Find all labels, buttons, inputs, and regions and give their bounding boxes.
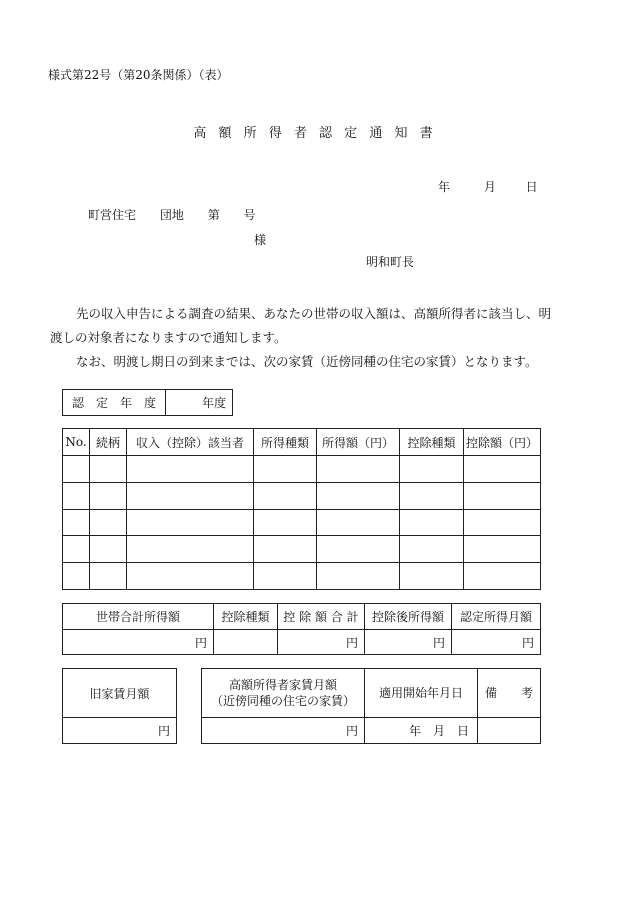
header-person: 収入（控除）該当者 (127, 429, 254, 456)
header-deduction-type: 控除種類 (400, 429, 464, 456)
note-header: 備 考 (478, 669, 541, 718)
issue-date (438, 178, 538, 195)
year-value: 年度 (166, 390, 233, 416)
table-cell (90, 563, 127, 590)
table-cell (400, 482, 464, 509)
table-cell (317, 509, 400, 536)
start-date-value: 年 月 日 (365, 718, 478, 744)
recipient-address (88, 206, 276, 223)
table-cell (464, 563, 541, 590)
high-income-rent-table (201, 668, 541, 744)
deduction-total-value: 円 (278, 630, 365, 655)
body-line-2: 渡しの対象者になりますので通知します。 (50, 330, 287, 345)
table-row (63, 509, 541, 536)
header-after-deduction: 控除後所得額 (365, 604, 452, 630)
after-deduction-value: 円 (365, 630, 452, 655)
table-cell (127, 563, 254, 590)
old-rent-table (62, 668, 177, 744)
table-cell (127, 536, 254, 563)
table-cell (127, 482, 254, 509)
address-item-1: 町営住宅 (88, 208, 137, 222)
table-cell (464, 456, 541, 483)
income-table (62, 428, 541, 590)
table-cell (400, 509, 464, 536)
monthly-income-value: 円 (452, 630, 541, 655)
header-deduction-kind: 控除種類 (214, 604, 278, 630)
table-cell (127, 456, 254, 483)
table-cell (254, 509, 317, 536)
table-cell (254, 536, 317, 563)
rent-header (202, 669, 365, 718)
summary-table (62, 603, 541, 655)
address-item-2: 団地 (159, 208, 184, 222)
old-rent-header: 旧家賃月額 (63, 669, 177, 718)
old-rent-value: 円 (63, 718, 177, 744)
honorific: 様 (254, 233, 267, 247)
table-cell (400, 536, 464, 563)
table-cell (317, 482, 400, 509)
table-cell (464, 509, 541, 536)
table-cell (400, 456, 464, 483)
address-item-4: 号 (243, 208, 256, 222)
table-row (63, 482, 541, 509)
table-cell (63, 456, 90, 483)
table-cell (254, 563, 317, 590)
certification-year-table (62, 389, 233, 416)
header-no: No. (63, 429, 90, 456)
issuer: 明和町長 (366, 255, 415, 269)
header-deduction-total: 控 除 額 合 計 (278, 604, 365, 630)
header-income-type: 所得種類 (254, 429, 317, 456)
table-cell (90, 456, 127, 483)
start-date-header: 適用開始年月日 (365, 669, 478, 718)
table-row (63, 563, 541, 590)
table-cell (63, 482, 90, 509)
date-year: 年 (438, 180, 451, 194)
header-monthly-income: 認定所得月額 (452, 604, 541, 630)
header-relation: 続柄 (90, 429, 127, 456)
table-row (63, 536, 541, 563)
year-label: 認 定 年 度 (63, 390, 166, 416)
table-cell (464, 482, 541, 509)
table-cell (317, 563, 400, 590)
body-line-3: なお、明渡し期日の到来までは、次の家賃（近傍同種の住宅の家賃）となります。 (76, 354, 538, 369)
table-cell (254, 482, 317, 509)
date-month: 月 (483, 180, 496, 194)
body-line-1: 先の収入申告による調査の結果、あなたの世帯の収入額は、高額所得者に該当し、明 (76, 306, 552, 321)
table-cell (63, 536, 90, 563)
notice-body (50, 302, 564, 374)
table-cell (127, 509, 254, 536)
note-value (478, 718, 541, 744)
table-cell (90, 536, 127, 563)
rent-header-line-2: （近傍同種の住宅の家賃） (210, 694, 355, 708)
date-day: 日 (525, 180, 538, 194)
document-title: 高 額 所 得 者 認 定 通 知 書 (193, 126, 437, 141)
table-cell (464, 536, 541, 563)
header-household-total: 世帯合計所得額 (63, 604, 214, 630)
form-number: 様式第22号（第20条関係）（表） (48, 68, 229, 82)
rent-header-line-1: 高額所得者家賃月額 (228, 678, 337, 692)
header-income-amount: 所得額（円） (317, 429, 400, 456)
table-cell (90, 482, 127, 509)
table-cell (90, 509, 127, 536)
rent-value: 円 (202, 718, 365, 744)
table-cell (63, 509, 90, 536)
deduction-kind-value (214, 630, 278, 655)
header-deduction-amount: 控除額（円） (464, 429, 541, 456)
table-cell (63, 563, 90, 590)
table-cell (317, 456, 400, 483)
household-total-value: 円 (63, 630, 214, 655)
table-cell (317, 536, 400, 563)
table-cell (400, 563, 464, 590)
table-row (63, 456, 541, 483)
table-cell (254, 456, 317, 483)
address-item-3: 第 (207, 208, 220, 222)
